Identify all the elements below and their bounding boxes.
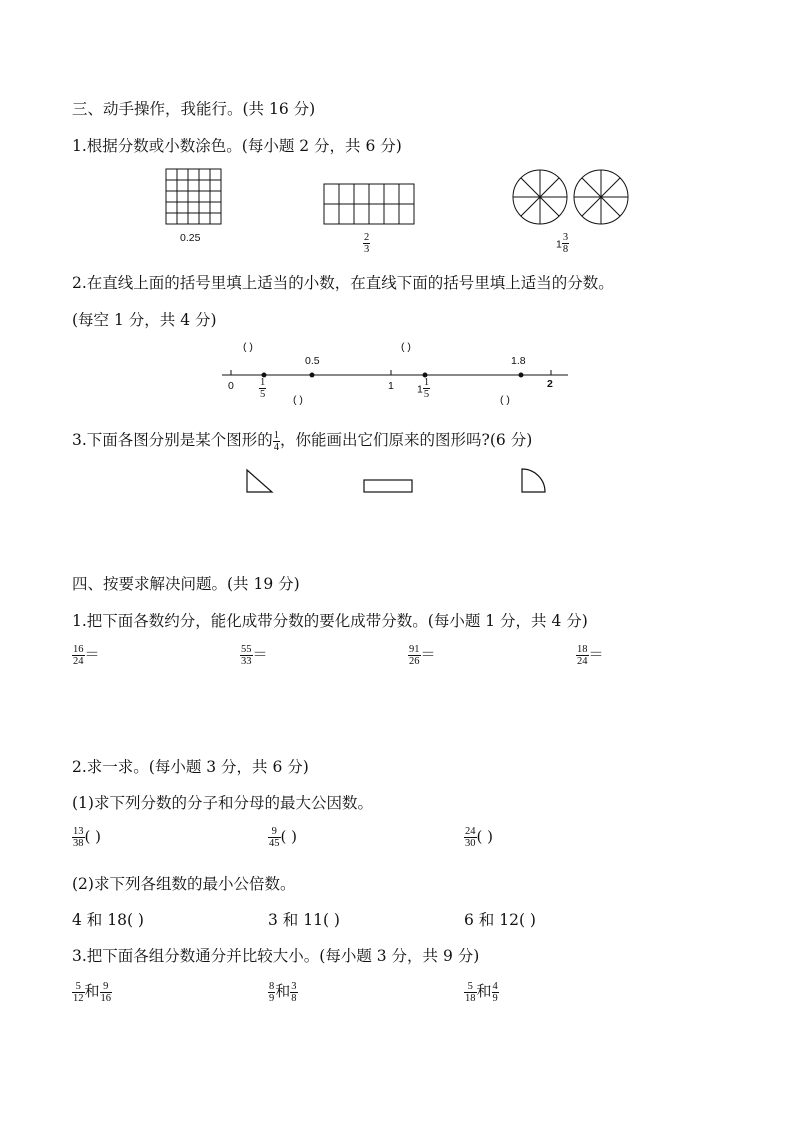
paren-below-1[interactable]: ( ) <box>293 394 303 406</box>
label-2: 2 <box>547 378 553 390</box>
gcd-item-3: $\frac{24}{30}$ ( ) <box>465 826 493 849</box>
section4-q2-sub2: (2)求下列各组数的最小公倍数。 <box>72 875 296 893</box>
lcm-item-3[interactable]: 6 和 12( ) <box>464 911 536 929</box>
gcd-item-2: $\frac{9}{45}$ ( ) <box>269 826 297 849</box>
frac-one-one-fifth: 1 $\frac{1}{5}$ <box>417 377 430 400</box>
section3-q3-text: 3.下面各图分别是某个图形的 $\frac{1}{4}$ ，你能画出它们原来的图形吗?(6 分) <box>72 429 533 453</box>
section4-q2-text: 2.求一求。(每小题 3 分，共 6 分) <box>72 758 309 776</box>
rect-grid-2x6 <box>324 184 414 224</box>
paren-above-2[interactable]: ( ) <box>401 341 411 353</box>
gcd-item-1: $\frac{13}{38}$ ( ) <box>73 826 101 849</box>
reduce-item-3: $\frac{91}{26}$ ＝ <box>409 643 436 667</box>
rect-label: $\frac{2}{3}$ <box>364 232 370 255</box>
compare-pair-2: $\frac{8}{9}$ 和 $\frac{3}{8}$ <box>269 980 297 1004</box>
paren-below-2[interactable]: ( ) <box>500 394 510 406</box>
label-0-5: 0.5 <box>305 355 320 367</box>
grid-5x5 <box>166 169 221 224</box>
section3-title: 三、动手操作，我能行。(共 16 分) <box>72 100 316 118</box>
reduce-item-4: $\frac{18}{24}$ ＝ <box>577 643 604 667</box>
lcm-item-2[interactable]: 3 和 11( ) <box>268 911 340 929</box>
label-1-8: 1.8 <box>511 355 526 367</box>
grid-label: 0.25 <box>180 232 201 244</box>
lcm-item-1[interactable]: 4 和 18( ) <box>72 911 144 929</box>
circles-label: 1 $\frac{3}{8}$ <box>556 232 569 255</box>
frac-one-fifth: $\frac{1}{5}$ <box>260 377 266 400</box>
reduce-item-1: $\frac{16}{24}$ ＝ <box>73 643 100 667</box>
label-0: 0 <box>228 380 234 392</box>
number-line <box>222 370 568 377</box>
paren-above-1[interactable]: ( ) <box>243 341 253 353</box>
rectangle-shape <box>364 480 412 492</box>
section4-q1-text: 1.把下面各数约分，能化成带分数的要化成带分数。(每小题 1 分，共 4 分) <box>72 612 588 630</box>
compare-pair-1: $\frac{5}{12}$ 和 $\frac{9}{16}$ <box>73 980 112 1004</box>
section4-q3-text: 3.把下面各组分数通分并比较大小。(每小题 3 分，共 9 分) <box>72 947 480 965</box>
quarter-circle-shape <box>522 469 545 492</box>
right-triangle-shape <box>247 470 272 492</box>
label-1: 1 <box>388 380 394 392</box>
section3-q2-text2: (每空 1 分，共 4 分) <box>72 311 217 329</box>
compare-pair-3: $\frac{5}{18}$ 和 $\frac{4}{9}$ <box>465 980 498 1004</box>
shapes-quarter <box>247 469 545 492</box>
reduce-item-2: $\frac{55}{33}$ ＝ <box>241 643 268 667</box>
section4-q2-sub1: (1)求下列分数的分子和分母的最大公因数。 <box>72 794 373 812</box>
section4-title: 四、按要求解决问题。(共 19 分) <box>72 575 300 593</box>
section3-q1-text: 1.根据分数或小数涂色。(每小题 2 分，共 6 分) <box>72 137 402 155</box>
circles-eighths <box>513 170 628 224</box>
section3-q2-text: 2.在直线上面的括号里填上适当的小数，在直线下面的括号里填上适当的分数。 <box>72 274 614 292</box>
